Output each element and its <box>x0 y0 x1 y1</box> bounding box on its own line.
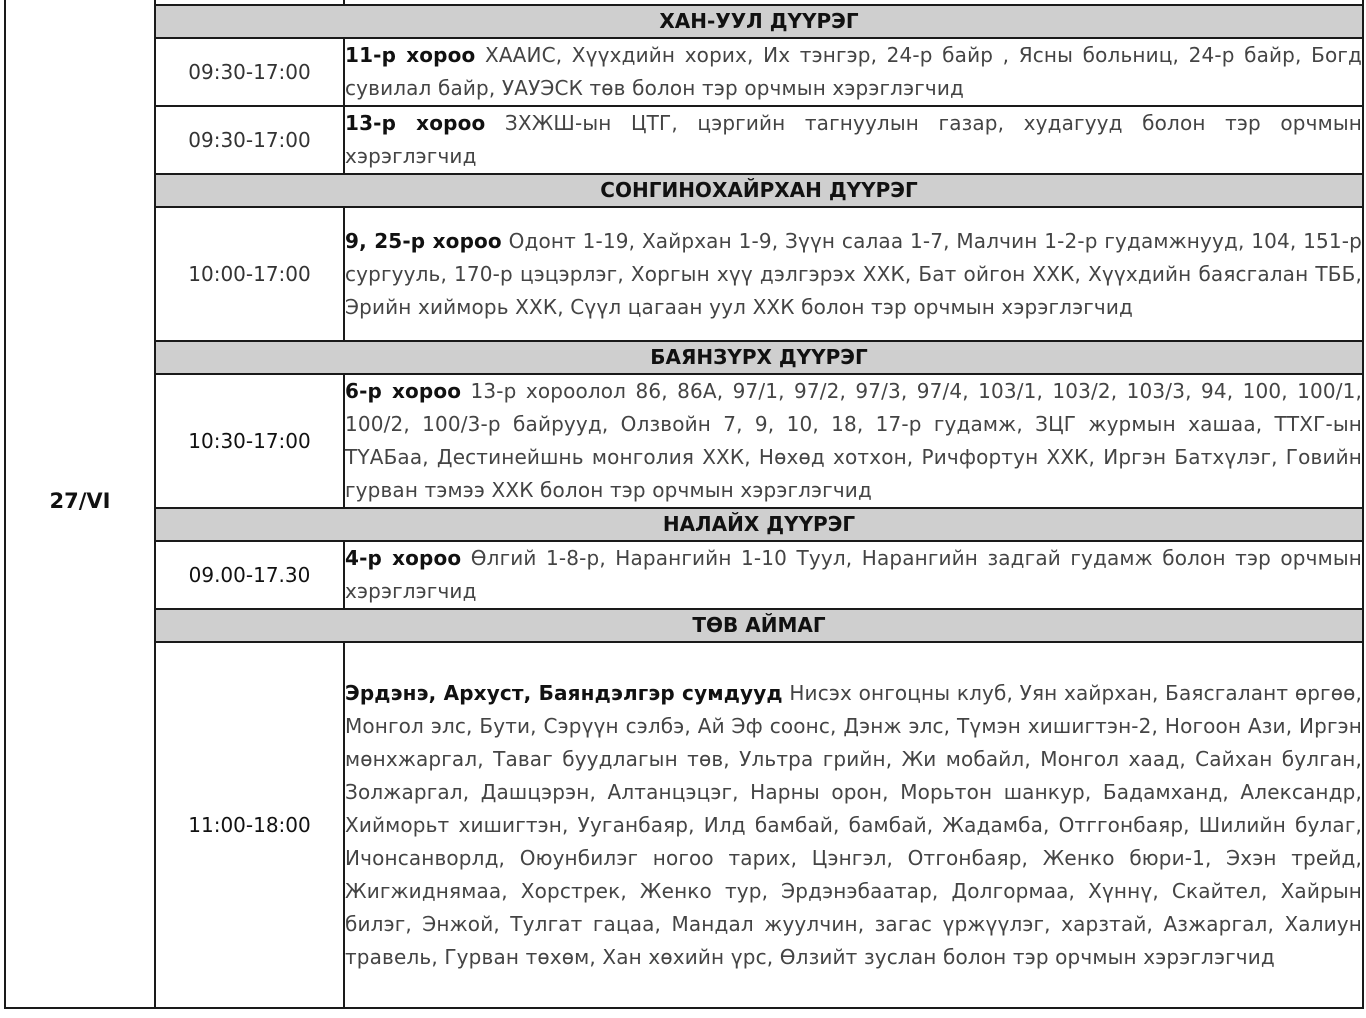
description-cell <box>344 38 1363 106</box>
time-text: 09:30-17:00 <box>188 128 311 152</box>
time-text: 09:30-17:00 <box>188 60 311 84</box>
district-header-row <box>5 174 1363 207</box>
khoroo-label: Эрдэнэ, Архуст, Баяндэлгэр сумдууд <box>345 680 783 705</box>
table-row <box>5 38 1363 106</box>
time-text: 11:00-18:00 <box>188 813 311 837</box>
time-cell <box>155 207 344 341</box>
table-row <box>5 541 1363 609</box>
time-cell <box>155 541 344 609</box>
time-cell <box>155 374 344 508</box>
description-text: 13-р хороолол 86, 86А, 97/1, 97/2, 97/3, 97/4, 103/1, 103/2, 103/3, 94, 100, 100/1, 100/2, 100/3-р байрууд, Олзвойн 7, 9, 10, 18, 17-р гудамж, ЗЦГ журмын хашаа, ТТХГ-ын ТҮАБаа, Дестинейшнь монголия ХХК, Нөхөд хотхон, Ричфортун ХХК, Иргэн Батхүлэг, Говийн гурван тэмээ ХХК болон тэр орчмын хэрэглэгчид <box>345 379 1362 502</box>
time-text: 10:00-17:00 <box>188 262 311 286</box>
description-cell <box>344 642 1363 1008</box>
district-header-row <box>5 508 1363 541</box>
date-cell: 27/VI <box>5 0 155 1008</box>
district-header-row <box>5 609 1363 642</box>
outage-schedule-table <box>4 0 1364 1009</box>
description-cell <box>344 374 1363 508</box>
district-header: БАЯНЗҮРХ ДҮҮРЭГ <box>155 341 1363 374</box>
time-cell <box>155 38 344 106</box>
description-text: Нисэх онгоцны клуб, Уян хайрхан, Баясгалант өргөө, Монгол элс, Бути, Сэрүүн сэлбэ, Ай Эф соонс, Дэнж элс, Түмэн хишигтэн-2, Ногоон Ази, Иргэн мөнхжаргал, Таваг буудлагын төв, Ультра грийн, Жи мобайл, Монгол хаад, Сайхан булган, Золжаргал, Дашцэрэн, Алтанцэцэг, Нарны орон, Морьтон шанкур, Бадамханд, Александр, Хийморьт хишигтэн, Ууганбаяр, Илд бамбай, бамбай, Жадамба, Отггонбаяр, Шилийн булаг, Ичонсанворлд, Оюунбилэг ногоо тарих, Цэнгэл, Отгонбаяр, Женко бюри-1, Эхэн трейд, Жигжиднямаа, Хорстрек, Женко тур, Эрдэнэбаатар, Долгормаа, Хүннү, Скайтел, Хайрын билэг, Энжой, Тулгат гацаа, Мандал жуулчин, загас үржүүлэг, харзтай, Азжаргал, Халиун травель, Гурван төхөм, Хан хөхийн үрс, Өлзийт зуслан болон тэр орчмын хэрэглэгчид <box>345 680 1362 969</box>
description-cell <box>344 541 1363 609</box>
time-cell <box>155 642 344 1008</box>
khoroo-label: 11-р хороо <box>345 43 476 67</box>
table-row <box>5 642 1363 1008</box>
district-header: СОНГИНОХАЙРХАН ДҮҮРЭГ <box>155 174 1363 207</box>
table-row <box>5 106 1363 174</box>
district-header-row <box>5 5 1363 38</box>
description-cell <box>344 207 1363 341</box>
district-header: ТӨВ АЙМАГ <box>155 609 1363 642</box>
table-row <box>5 374 1363 508</box>
time-text: 10:30-17:00 <box>188 429 311 453</box>
time-text: 09.00-17.30 <box>188 563 311 587</box>
description-cell <box>344 106 1363 174</box>
time-cell <box>155 106 344 174</box>
district-header-row <box>5 341 1363 374</box>
description-text: Өлгий 1-8-р, Нарангийн 1-10 Туул, Нарангийн задгай гудамж болон тэр орчмын хэрэглэгчид <box>345 546 1362 603</box>
description-text: ЗХЖШ-ын ЦТГ, цэргийн тагнуулын газар, худагууд болон тэр орчмын хэрэглэгчид <box>345 111 1362 168</box>
district-header: НАЛАЙХ ДҮҮРЭГ <box>155 508 1363 541</box>
khoroo-label: 9, 25-р хороо <box>345 228 502 253</box>
district-header: ХАН-УУЛ ДҮҮРЭГ <box>155 5 1363 38</box>
table-row <box>5 207 1363 341</box>
description-text: Одонт 1-19, Хайрхан 1-9, Зүүн салаа 1-7, Малчин 1-2-р гудамжнууд, 104, 151-р сургууль, 170-р цэцэрлэг, Хоргын хүү дэлгэрэх ХХК, Бат ойгон ХХК, Хүүхдийн баясгалан ТББ, Эрийн хийморь ХХК, Сүүл цагаан уул ХХК болон тэр орчмын хэрэглэгчид <box>345 228 1363 319</box>
khoroo-label: 4-р хороо <box>345 546 462 570</box>
description-text: ХААИС, Хүүхдийн хорих, Их тэнгэр, 24-р байр , Ясны больниц, 24-р байр, Богд сувилал байр, УАУЭСК төв болон тэр орчмын хэрэглэгчид <box>345 43 1362 100</box>
khoroo-label: 6-р хороо <box>345 379 462 403</box>
khoroo-label: 13-р хороо <box>345 111 486 135</box>
